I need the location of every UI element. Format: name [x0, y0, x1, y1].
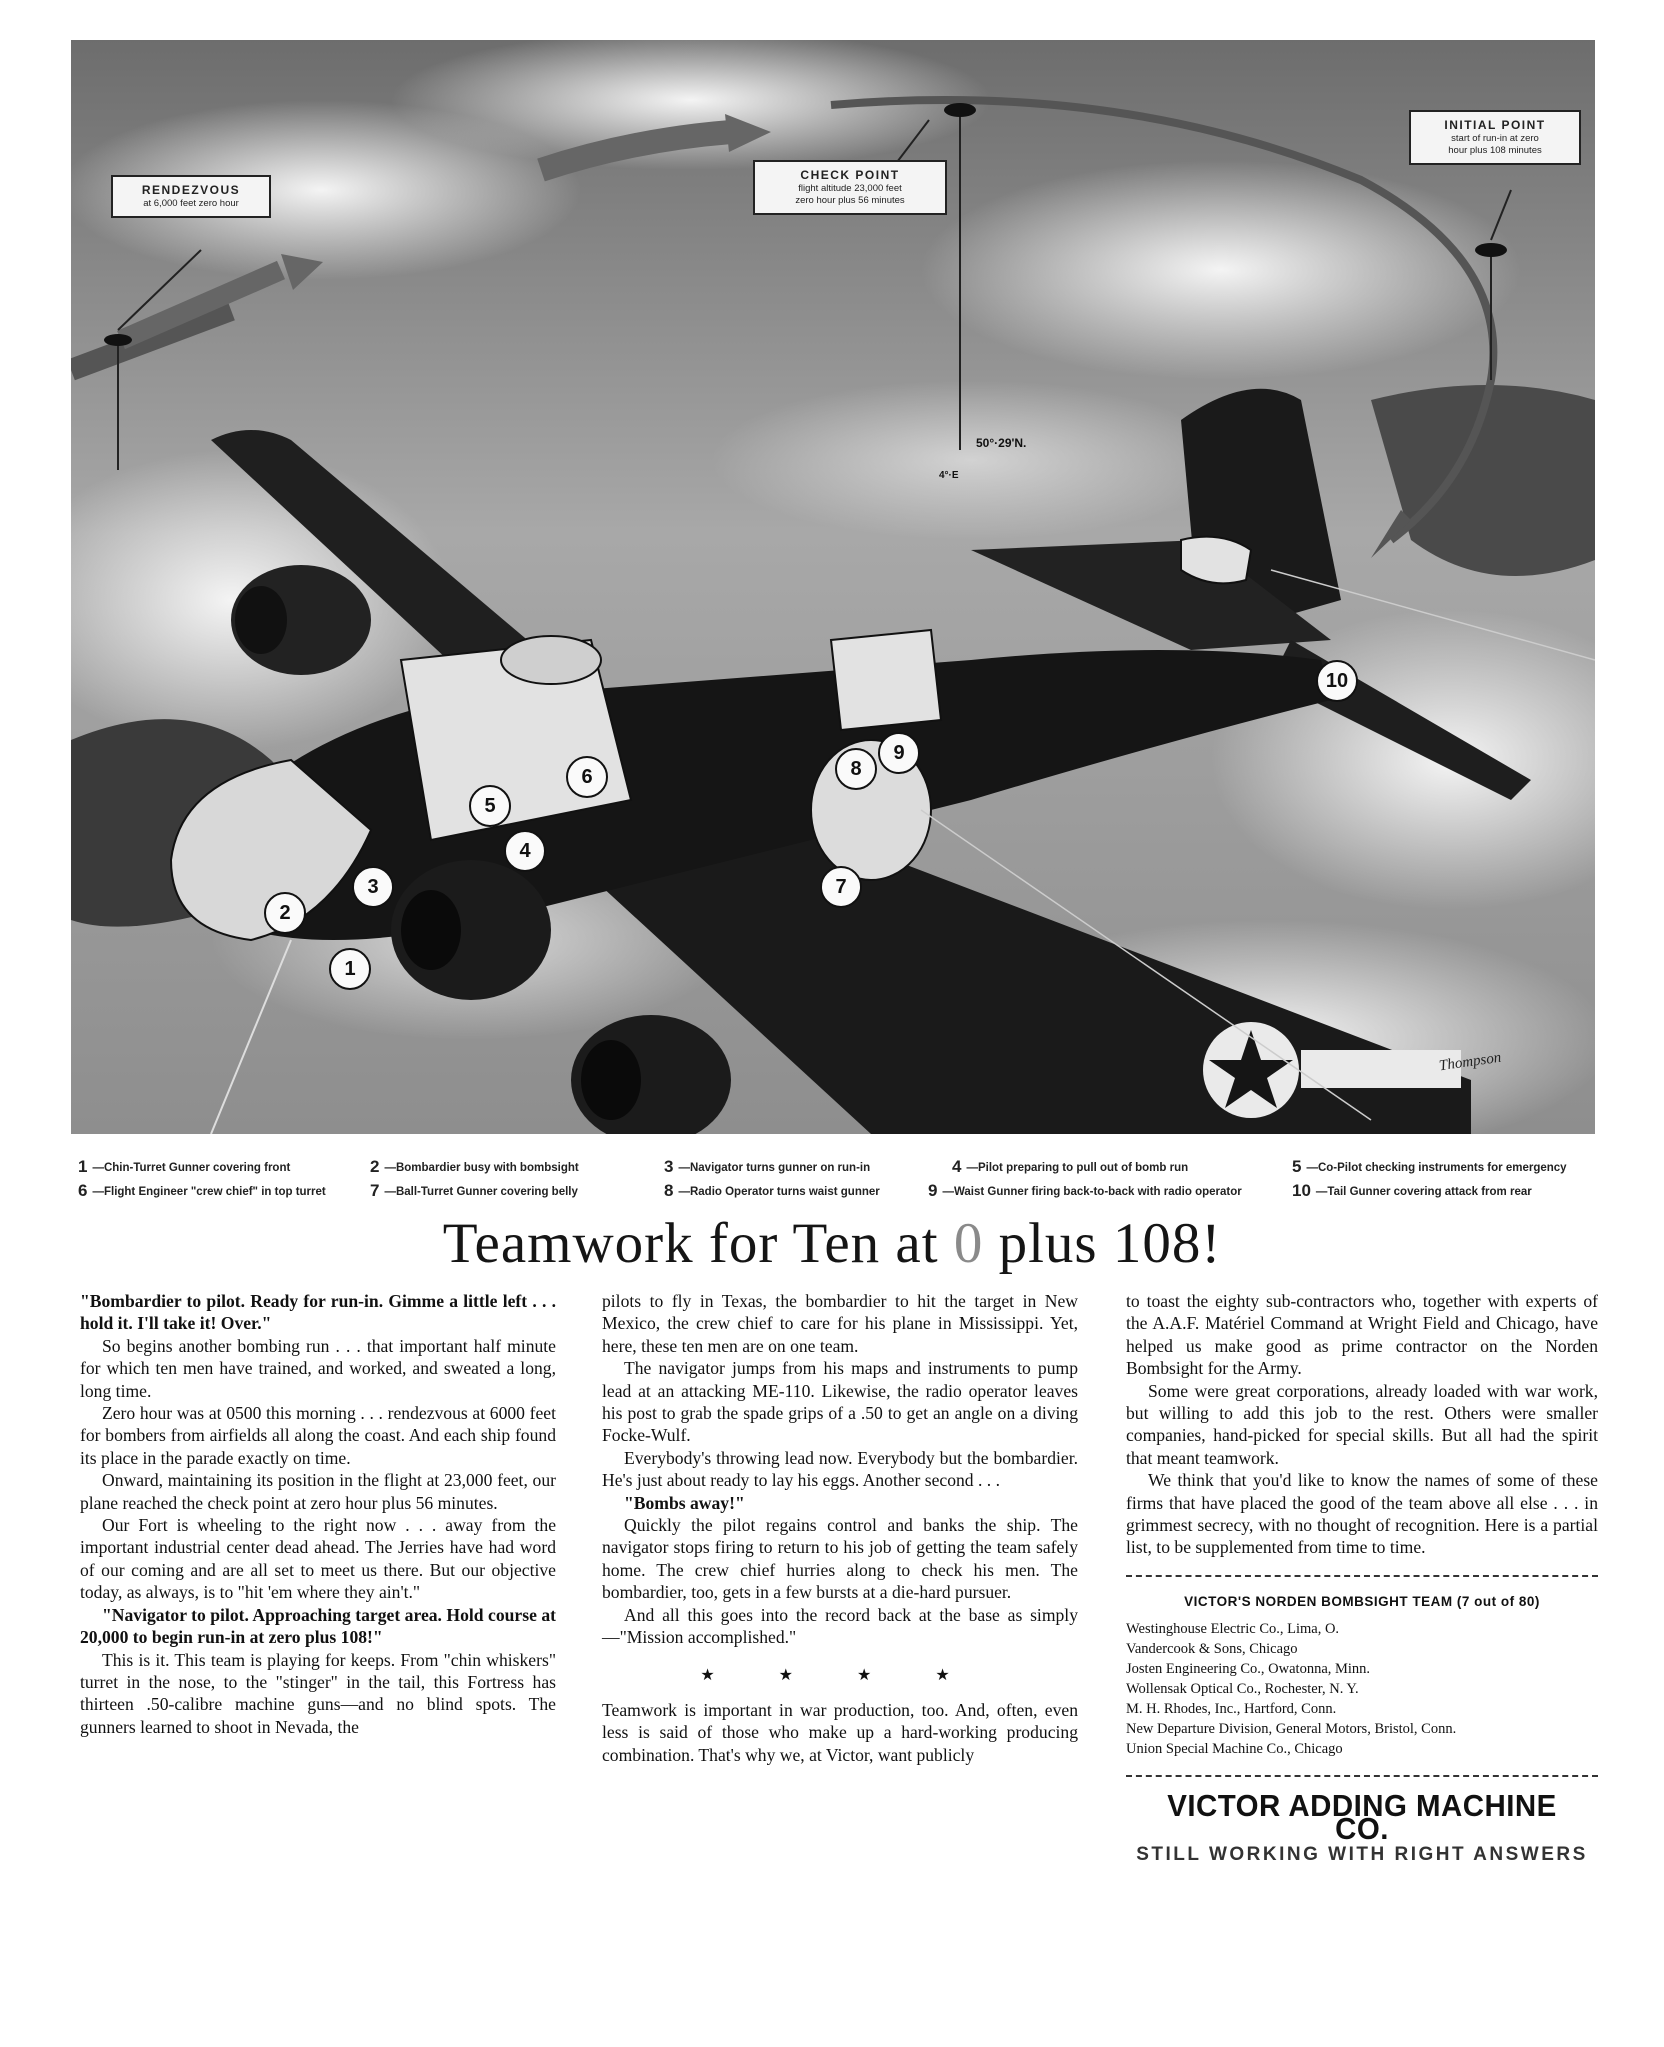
legend-item: 10 —Tail Gunner covering attack from rear — [1292, 1181, 1532, 1200]
paragraph: The navigator jumps from his maps and instruments to pump lead at an attacking ME-110. Likewise, the radio operator leaves his post to grab the spade grips of a .50 to get an angle on a diving Focke-Wulf. — [602, 1358, 1078, 1446]
crew-legend — [78, 1155, 1600, 1203]
callout-check-title: CHECK POINT — [800, 168, 900, 182]
legend-item: 3 —Navigator turns gunner on run-in — [664, 1157, 871, 1176]
body-column-3 — [1126, 1290, 1598, 1867]
crew-marker-3: 3 — [352, 866, 394, 908]
paragraph: And all this goes into the record back at the base as simply—"Mission accomplished." — [602, 1604, 1078, 1648]
crew-marker-10: 10 — [1316, 660, 1358, 702]
legend-item: 2 —Bombardier busy with bombsight — [370, 1157, 579, 1176]
callout-check-sub1: flight altitude 23,000 feet — [798, 183, 902, 194]
b17-illustration — [71, 40, 1595, 1134]
paragraph: "Bombardier to pilot. Ready for run-in. Gimme a little left . . . hold it. I'll take it! Over." — [80, 1291, 556, 1334]
paragraph: Onward, maintaining its position in the flight at 23,000 feet, our plane reached the check point at zero hour plus 56 minutes. — [80, 1470, 556, 1513]
crew-marker-4: 4 — [504, 830, 546, 872]
crew-marker-6: 6 — [566, 756, 608, 798]
body-column-2 — [602, 1290, 1078, 1766]
paragraph: pilots to fly in Texas, the bombardier to hit the target in New Mexico, the crew chief to care for his plane in Mississippi. Yet, here, these ten men are on one team. — [602, 1291, 1078, 1356]
crew-marker-9: 9 — [878, 732, 920, 774]
callout-rendezvous-sub: at 6,000 feet zero hour — [143, 198, 239, 209]
latitude-label: 50°·29'N. — [976, 436, 1027, 450]
crew-marker-1: 1 — [329, 948, 371, 990]
team-member: New Departure Division, General Motors, Bristol, Conn. — [1126, 1721, 1457, 1738]
section-divider-stars: ★ ★ ★ ★ — [700, 1666, 980, 1684]
legend-item: 7 —Ball-Turret Gunner covering belly — [370, 1181, 578, 1200]
paragraph: Everybody's throwing lead now. Everybody but the bombardier. He's just about ready to lay his eggs. Another second . . . — [602, 1447, 1078, 1491]
callout-check-sub2: zero hour plus 56 minutes — [795, 194, 905, 206]
artist-signature: Thompson — [1438, 1049, 1503, 1075]
legend-item: 8 —Radio Operator turns waist gunner — [664, 1181, 880, 1200]
crew-marker-8: 8 — [835, 748, 877, 790]
company-tagline: STILL WORKING WITH RIGHT ANSWERS — [1136, 1844, 1588, 1866]
callout-rendezvous-title: RENDEZVOUS — [141, 183, 241, 197]
crew-marker-7: 7 — [820, 866, 862, 908]
legend-item: 9 —Waist Gunner firing back-to-back with radio operator — [928, 1181, 1242, 1200]
legend-item: 6 —Flight Engineer "crew chief" in top turret — [78, 1181, 326, 1200]
callout-check-point — [753, 160, 947, 215]
callout-initial-title: INITIAL POINT — [1444, 118, 1546, 132]
paragraph: "Bombs away!" — [624, 1492, 745, 1513]
paragraph: Quickly the pilot regains control and banks the ship. The navigator stops firing to return to his job of getting the team safely home. The crew chief hurries along to check his men. The bombardier, too, gets in a few bursts at a die-hard pursuer. — [602, 1515, 1078, 1603]
paragraph: This is it. This team is playing for keeps. From "chin whiskers" turret in the nose, to the "stinger" in the tail, this Fortress has thirteen .50-calibre machine guns—and no blind spots. The gunners learned to shoot in Nevada, the — [80, 1649, 556, 1737]
paragraph: Zero hour was at 0500 this morning . . . rendezvous at 6000 feet for bombers from airfields all along the coast. And each ship found its place in the parade exactly on time. — [80, 1403, 556, 1468]
team-member: Josten Engineering Co., Owatonna, Minn. — [1126, 1661, 1371, 1678]
paragraph: Some were great corporations, already loaded with war work, but willing to add this job to the rest. Others were smaller companies, hand-picked for special skills. But all had the spirit that meant teamwork. — [1126, 1380, 1598, 1468]
callout-initial-sub2: hour plus 108 minutes — [1448, 144, 1542, 156]
paragraph: Teamwork is important in war production, too. And, often, even less is said of those who make up a hard-working producing combination. That's why we, at Victor, want publicly — [602, 1699, 1078, 1765]
team-member: Union Special Machine Co., Chicago — [1126, 1741, 1343, 1758]
team-member: M. H. Rhodes, Inc., Hartford, Conn. — [1126, 1701, 1337, 1718]
crew-marker-5: 5 — [469, 785, 511, 827]
paragraph: Our Fort is wheeling to the right now . . . away from the important industrial center dead ahead. The Jerries have had word of our coming and are all set to meet us there. But our objective today, as always, is to "hit 'em where they ain't." — [80, 1515, 556, 1603]
callout-initial-point — [1409, 110, 1581, 165]
callout-initial-sub1: start of run-in at zero — [1451, 133, 1539, 144]
paragraph: to toast the eighty sub-contractors who, together with experts of the A.A.F. Matériel Command at Wright Field and Chicago, have helped us make good as prime contractor on the Norden Bombsight for the Army. — [1126, 1291, 1598, 1379]
paragraph: "Navigator to pilot. Approaching target area. Hold course at 20,000 to begin run-in at zero plus 108!" — [80, 1604, 556, 1648]
legend-item: 4 —Pilot preparing to pull out of bomb run — [952, 1157, 1189, 1176]
dashed-divider — [1126, 1575, 1598, 1577]
body-column-1 — [80, 1290, 556, 1738]
legend-item: 5 —Co-Pilot checking instruments for emergency — [1292, 1157, 1567, 1176]
paragraph: So begins another bombing run . . . that important half minute for which ten men have trained, and worked, and sweated a long, long time. — [80, 1335, 556, 1401]
team-member: Wollensak Optical Co., Rochester, N. Y. — [1126, 1681, 1359, 1698]
company-name: VICTOR ADDING MACHINE CO. — [1167, 1788, 1557, 1846]
team-list-header: VICTOR'S NORDEN BOMBSIGHT TEAM (7 out of 80) — [1184, 1593, 1540, 1609]
callout-rendezvous — [111, 175, 271, 218]
team-member: Westinghouse Electric Co., Lima, O. — [1126, 1621, 1340, 1638]
legend-item: 1 —Chin-Turret Gunner covering front — [78, 1157, 291, 1176]
longitude-label: 4°·E — [939, 470, 959, 481]
dashed-divider — [1126, 1775, 1598, 1777]
headline: Teamwork for Ten at 0 plus 108! — [442, 1212, 1222, 1275]
crew-marker-2: 2 — [264, 892, 306, 934]
paragraph: We think that you'd like to know the names of some of these firms that have placed the good of the team above all else . . . in grimmest secrecy, with no thought of recognition. Here is a partial list, to be supplemented from time to time. — [1126, 1470, 1598, 1558]
team-member: Vandercook & Sons, Chicago — [1126, 1641, 1298, 1658]
